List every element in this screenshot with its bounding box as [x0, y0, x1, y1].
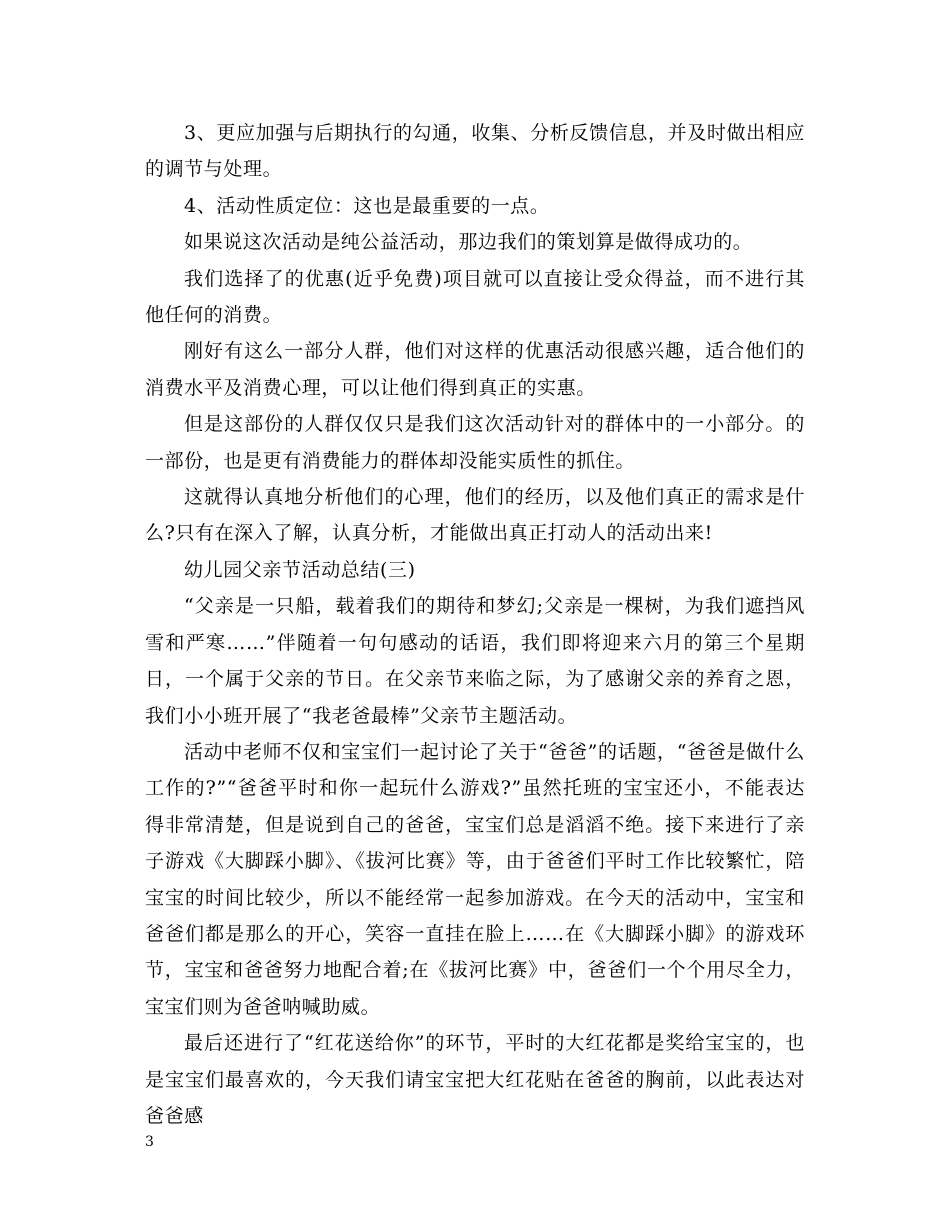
section-heading: 幼儿园父亲节活动总结(三) [184, 558, 416, 581]
paragraph: 我们选择了的优惠(近乎免费)项目就可以直接让受众得益，而不进行其他任何的消费。 [145, 267, 805, 327]
page-number: 3 [145, 1134, 154, 1150]
paragraph: 如果说这次活动是纯公益活动，那边我们的策划算是做得成功的。 [184, 231, 753, 254]
paragraph: 但是这部份的人群仅仅只是我们这次活动针对的群体中的一小部分。的一部份，也是更有消费能力的群体却没能实质性的抓住。 [145, 413, 805, 472]
paragraph: 4、活动性质定位：这也是最重要的一点。 [184, 194, 550, 217]
paragraph: 这就得认真地分析他们的心理，他们的经历，以及他们真正的需求是什么?只有在深入了解，认真分析，才能做出真正打动人的活动出来! [145, 486, 805, 545]
paragraph: 活动中老师不仅和宝宝们一起讨论了关于“爸爸”的话题，“爸爸是做什么工作的?”“爸爸平时和你一起玩什么游戏?”虽然托班的宝宝还小，不能表达得非常清楚，但是说到自己的爸爸，宝宝们总是滔滔不绝。接下来进行了亲子游戏《大脚踩小脚》、《拔河比赛》等，由于爸爸们平时工作比较繁忙，陪宝宝的时间比较少，所以不能经常一起参加游戏。在今天的活动中，宝宝和爸爸们都是那么的开心，笑容一直挂在脸上……在《大脚踩小脚》的游戏环节，宝宝和爸爸努力地配合着;在《拔河比赛》中，爸爸们一个个用尽全力，宝宝们则为爸爸呐喊助威。 [145, 740, 805, 1018]
paragraph: “父亲是一只船，载着我们的期待和梦幻;父亲是一棵树，为我们遮挡风雪和严寒……”伴随着一句句感动的话语，我们即将迎来六月的第三个星期日，一个属于父亲的节日。在父亲节来临之际，为了感谢父亲的养育之恩，我们小小班开展了“我老爸最棒”父亲节主题活动。 [145, 595, 805, 727]
paragraph: 最后还进行了“红花送给你”的环节，平时的大红花都是奖给宝宝的，也是宝宝们最喜欢的，今天我们请宝宝把大红花贴在爸爸的胸前，以此表达对爸爸感 [145, 1032, 805, 1127]
body-text [145, 115, 805, 1134]
paragraph: 刚好有这么一部分人群，他们对这样的优惠活动很感兴趣，适合他们的消费水平及消费心理，可以让他们得到真正的实惠。 [145, 340, 805, 399]
paragraph: 3、更应加强与后期执行的勾通，收集、分析反馈信息，并及时做出相应的调节与处理。 [145, 122, 805, 181]
